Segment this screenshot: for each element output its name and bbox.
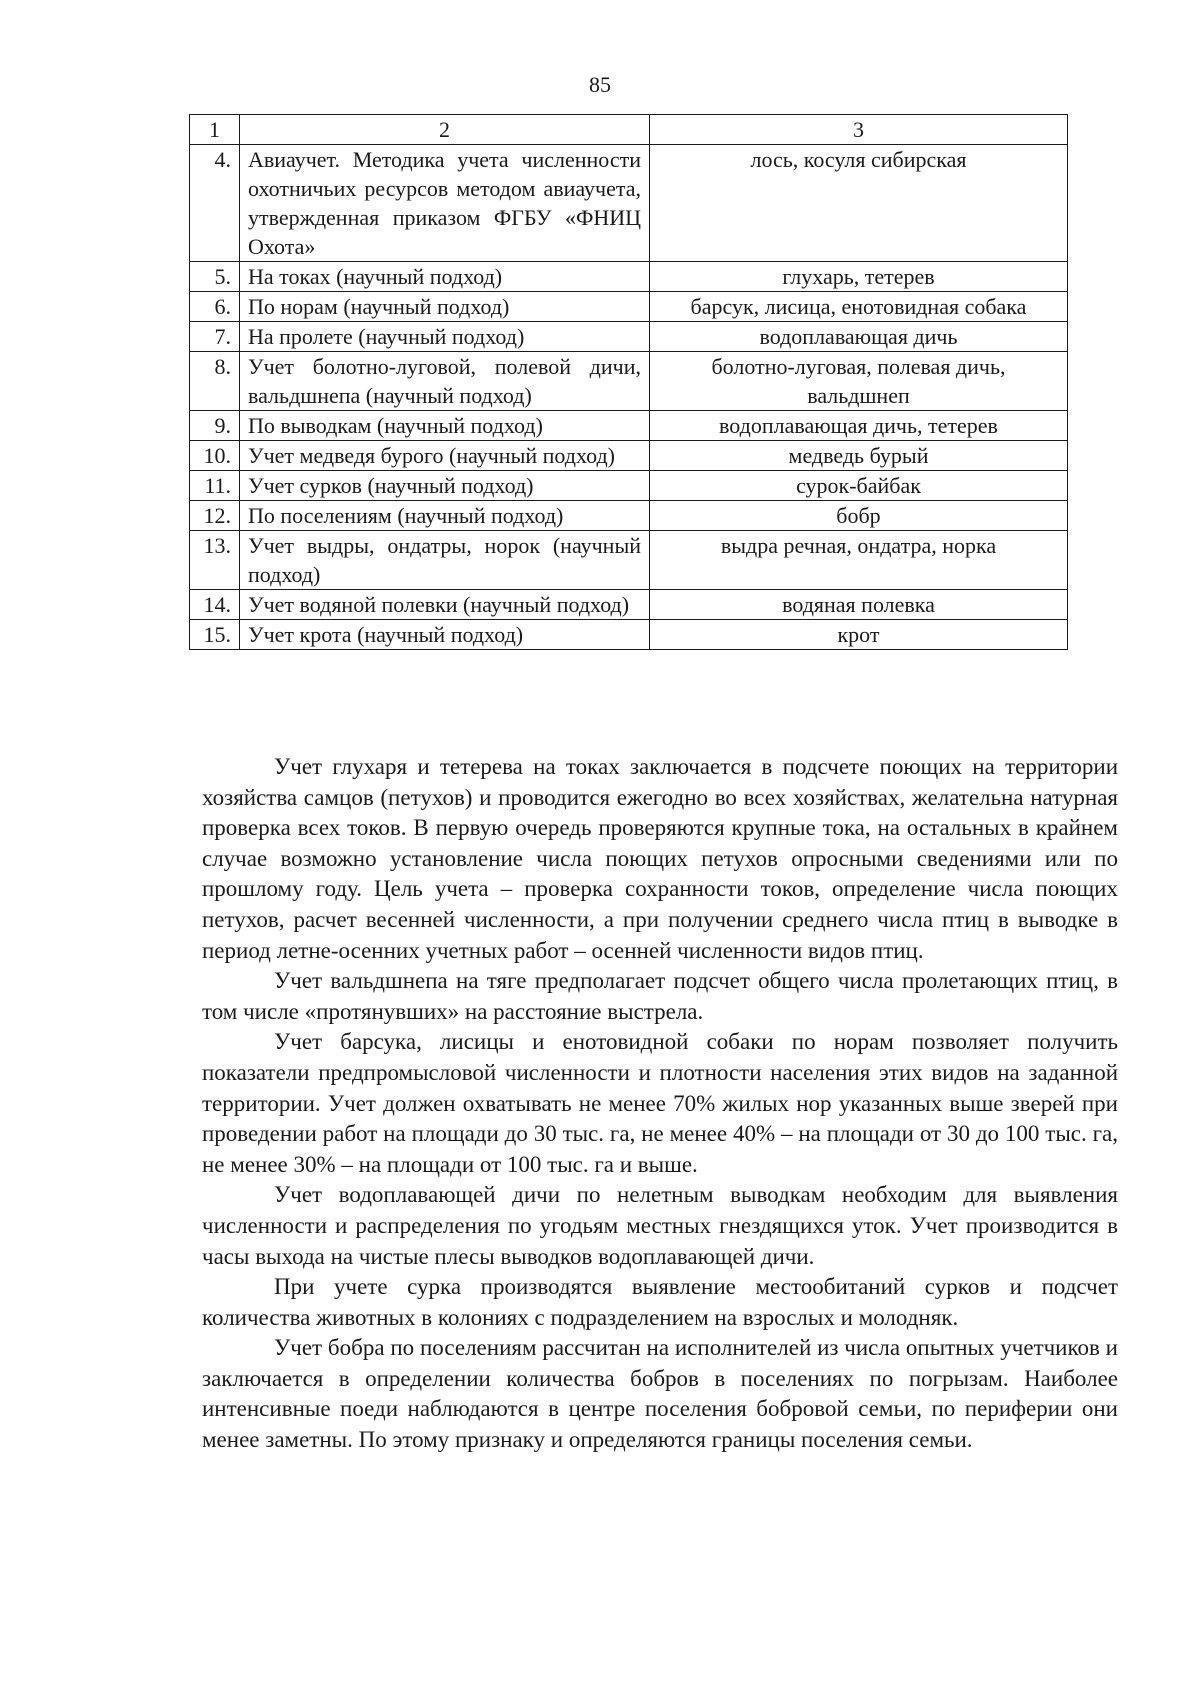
header-cell-1: 1: [190, 115, 240, 145]
survey-method: Учет водяной полевки (научный подход): [240, 590, 650, 620]
species: выдра речная, ондатра, норка: [650, 531, 1068, 590]
species: водоплавающая дичь, тетерев: [650, 411, 1068, 441]
table-row: [190, 352, 1068, 411]
survey-method: Учет сурков (научный подход): [240, 471, 650, 501]
species: сурок-байбак: [650, 471, 1068, 501]
header-cell-3: 3: [650, 115, 1068, 145]
row-number: 9.: [190, 411, 240, 441]
species: бобр: [650, 501, 1068, 531]
survey-method: По выводкам (научный подход): [240, 411, 650, 441]
row-number: 4.: [190, 145, 240, 262]
row-number: 13.: [190, 531, 240, 590]
survey-method: По норам (научный подход): [240, 292, 650, 322]
species: крот: [650, 620, 1068, 650]
survey-method: Учет медведя бурого (научный подход): [240, 441, 650, 471]
table-row: [190, 411, 1068, 441]
row-number: 7.: [190, 322, 240, 352]
page-number: 85: [589, 72, 611, 97]
table-row: [190, 531, 1068, 590]
survey-method: На токах (научный подход): [240, 262, 650, 292]
hunting-resources-table: [189, 114, 1068, 650]
table-row: [190, 292, 1068, 322]
row-number: 6.: [190, 292, 240, 322]
species: болотно-луговая, полевая дичь, вальдшнеп: [650, 352, 1068, 411]
row-number: 10.: [190, 441, 240, 471]
species: водяная полевка: [650, 590, 1068, 620]
table-body: [190, 115, 1068, 650]
table-header-row: [190, 115, 1068, 145]
table-row: [190, 471, 1068, 501]
row-number: 8.: [190, 352, 240, 411]
survey-method: На пролете (научный подход): [240, 322, 650, 352]
species: лось, косуля сибирская: [650, 145, 1068, 262]
species: глухарь, тетерев: [650, 262, 1068, 292]
survey-method: Учет болотно-луговой, полевой дичи, вальдшнепа (научный подход): [240, 352, 650, 411]
survey-method: Авиаучет. Методика учета численности охотничьих ресурсов методом авиаучета, утвержденная приказом ФГБУ «ФНИЦ Охота»: [240, 145, 650, 262]
table-row: [190, 501, 1068, 531]
table-row: [190, 590, 1068, 620]
table-row: [190, 620, 1068, 650]
header-cell-2: 2: [240, 115, 650, 145]
paragraph-woodcock: Учет вальдшнепа на тяге предполагает подсчет общего числа пролетающих птиц, в том числе «протянувших» на расстояние выстрела.: [202, 968, 1118, 1024]
survey-method: Учет выдры, ондатры, норок (научный подход): [240, 531, 650, 590]
paragraph-burrows: Учет барсука, лисицы и енотовидной собаки по норам позволяет получить показатели предпромысловой численности и плотности населения этих видов на заданной территории. Учет должен охватывать не менее 70% жилых нор указанных выше зверей при проведении работ на площади до 30 тыс. га, не менее 40% – на площади от 30 до 100 тыс. га, не менее 30% – на площади от 100 тыс. га и выше.: [202, 1029, 1118, 1177]
body-text: [202, 752, 1118, 1456]
row-number: 11.: [190, 471, 240, 501]
row-number: 15.: [190, 620, 240, 650]
species: водоплавающая дичь: [650, 322, 1068, 352]
paragraph-capercaillie-leks: Учет глухаря и тетерева на токах заключается в подсчете поющих на территории хозяйства самцов (петухов) и проводится ежегодно во всех хозяйствах, желательна натурная проверка всех токов. В первую очередь проверяются крупные тока, на остальных в крайнем случае возможно установление числа поющих петухов опросными сведениями или по прошлому году. Цель учета – проверка сохранности токов, определение числа поющих петухов, расчет весенней численности, а при получении среднего числа птиц в выводке в период летне-осенних учетных работ – осенней численности видов птиц.: [202, 754, 1118, 963]
survey-method: По поселениям (научный подход): [240, 501, 650, 531]
paragraph-waterfowl: Учет водоплавающей дичи по нелетным выводкам необходим для выявления численности и распределения по угодьям местных гнездящихся уток. Учет производится в часы выхода на чистые плесы выводков водоплавающей дичи.: [202, 1182, 1118, 1269]
paragraph-marmot: При учете сурка производятся выявление местообитаний сурков и подсчет количества животных в колониях с подразделением на взрослых и молодняк.: [202, 1274, 1118, 1330]
table-row: [190, 441, 1068, 471]
table-row: [190, 145, 1068, 262]
row-number: 5.: [190, 262, 240, 292]
row-number: 14.: [190, 590, 240, 620]
species: медведь бурый: [650, 441, 1068, 471]
table-row: [190, 322, 1068, 352]
species: барсук, лисица, енотовидная собака: [650, 292, 1068, 322]
row-number: 12.: [190, 501, 240, 531]
survey-method: Учет крота (научный подход): [240, 620, 650, 650]
table-row: [190, 262, 1068, 292]
paragraph-beaver: Учет бобра по поселениям рассчитан на исполнителей из числа опытных учетчиков и заключается в определении количества бобров в поселениях по погрызам. Наиболее интенсивные поеди наблюдаются в центре поселения бобровой семьи, по периферии они менее заметны. По этому признаку и определяются границы поселения семьи.: [202, 1335, 1118, 1453]
